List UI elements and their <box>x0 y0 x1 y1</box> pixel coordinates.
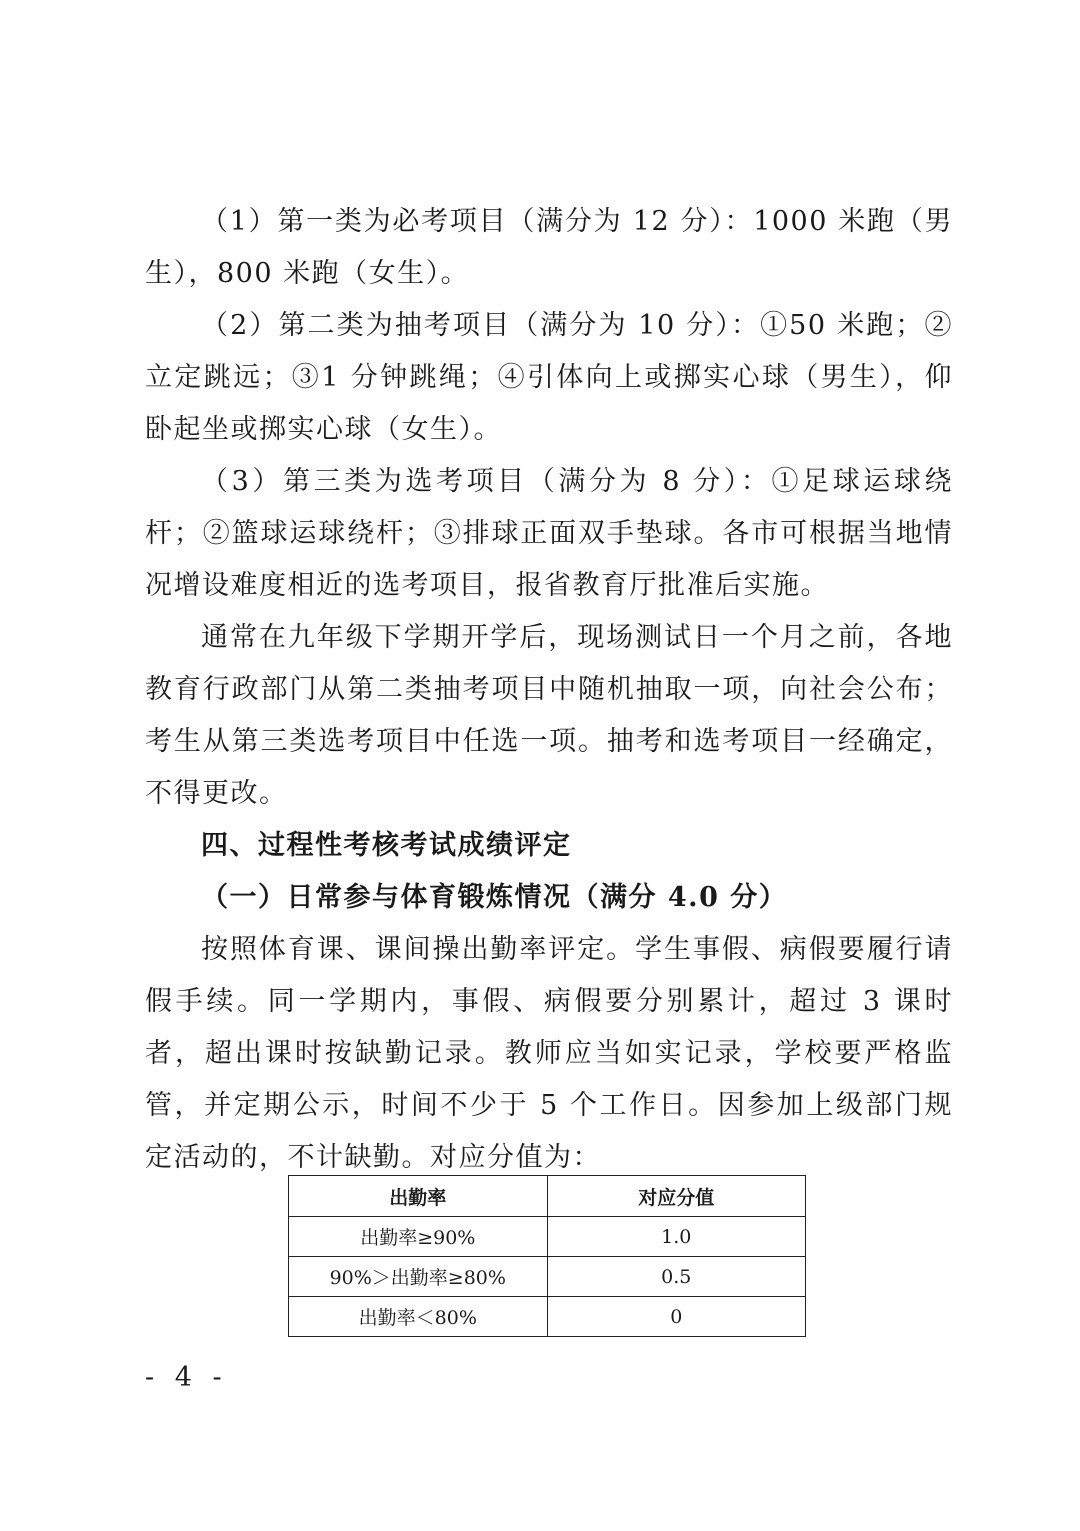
document-body <box>145 196 953 1184</box>
table-cell-attendance: 出勤率≥90% <box>289 1217 548 1257</box>
table-header-attendance: 出勤率 <box>289 1176 548 1217</box>
table-cell-score: 0.5 <box>547 1257 805 1297</box>
paragraph-required-items: （1）第一类为必考项目（满分为 12 分）：1000 米跑（男生），800 米跑（女生）。 <box>145 206 953 289</box>
table-cell-score: 0 <box>547 1297 805 1337</box>
paragraph-optional-items: （3）第三类为选考项目（满分为 8 分）：①足球运球绕杆；②篮球运球绕杆；③排球正面双手垫球。各市可根据当地情况增设难度相近的选考项目，报省教育厅批准后实施。 <box>145 466 953 601</box>
table-row <box>289 1217 806 1257</box>
paragraph-attendance-rules: 按照体育课、课间操出勤率评定。学生事假、病假要履行请假手续。同一学期内，事假、病假要分别累计，超过 3 课时者，超出课时按缺勤记录。教师应当如实记录，学校要严格监管，并定期公示，时间不少于 5 个工作日。因参加上级部门规定活动的，不计缺勤。对应分值为： <box>145 934 953 1173</box>
table-cell-attendance: 出勤率＜80% <box>289 1297 548 1337</box>
subsection-heading: （一）日常参与体育锻炼情况（满分 4.0 分） <box>201 882 788 913</box>
table-header-score: 对应分值 <box>547 1176 805 1217</box>
paragraph-selection-timing: 通常在九年级下学期开学后，现场测试日一个月之前，各地教育行政部门从第二类抽考项目中随机抽取一项，向社会公布；考生从第三类选考项目中任选一项。抽考和选考项目一经确定，不得更改。 <box>145 622 953 809</box>
table-row <box>289 1257 806 1297</box>
table-header-row <box>289 1176 806 1217</box>
attendance-score-table <box>288 1175 806 1337</box>
paragraph-sampled-items: （2）第二类为抽考项目（满分为 10 分）：①50 米跑；②立定跳远；③1 分钟跳绳；④引体向上或掷实心球（男生），仰卧起坐或掷实心球（女生）。 <box>145 310 953 445</box>
page-number: - 4 - <box>145 1362 228 1393</box>
section-heading: 四、过程性考核考试成绩评定 <box>201 830 572 861</box>
table-cell-score: 1.0 <box>547 1217 805 1257</box>
table-cell-attendance: 90%＞出勤率≥80% <box>289 1257 548 1297</box>
table-row <box>289 1297 806 1337</box>
